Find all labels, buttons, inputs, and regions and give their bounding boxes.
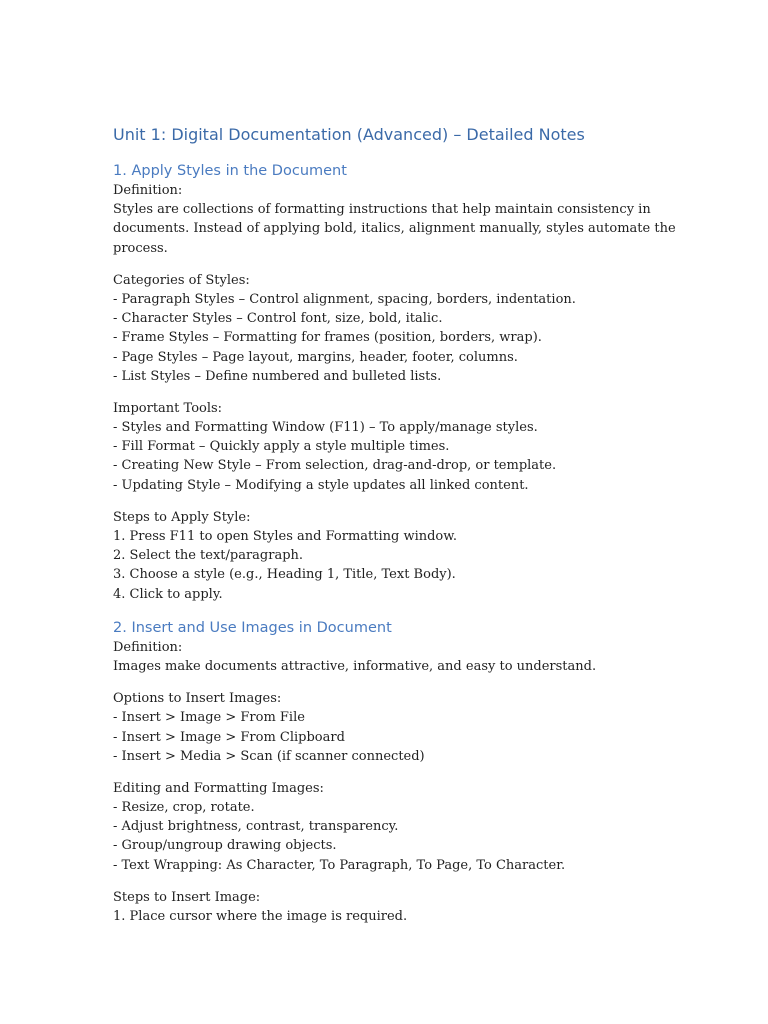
definition-line: documents. Instead of applying bold, italics, alignment manually, styles automate the [113, 221, 676, 237]
steps-label: Steps to Insert Image: [113, 889, 261, 905]
tools-label: Important Tools: [113, 400, 223, 416]
list-item: 3. Choose a style (e.g., Heading 1, Title, Text Body). [113, 567, 456, 583]
list-item: 1. Place cursor where the image is required. [113, 909, 408, 924]
categories-label: Categories of Styles: [113, 272, 250, 288]
definition-label: Definition: [113, 183, 183, 198]
definition-label: Definition: [113, 639, 183, 655]
list-item: - Insert > Media > Scan (if scanner connected) [113, 748, 425, 764]
list-item: - Paragraph Styles – Control alignment, spacing, borders, indentation. [113, 291, 576, 307]
document-body [113, 124, 676, 926]
definition-line: Images make documents attractive, informative, and easy to understand. [113, 658, 597, 674]
list-item: 2. Select the text/paragraph. [113, 548, 304, 564]
list-item: - Resize, crop, rotate. [113, 800, 255, 816]
list-item: 4. Click to apply. [113, 586, 223, 602]
definition-line: Styles are collections of formatting instructions that help maintain consistency in [113, 202, 651, 218]
editing-label: Editing and Formatting Images: [113, 780, 324, 796]
list-item: - Group/ungroup drawing objects. [113, 838, 337, 854]
list-item: - List Styles – Define numbered and bulleted lists. [113, 368, 442, 384]
steps-label: Steps to Apply Style: [113, 509, 251, 525]
list-item: - Updating Style – Modifying a style updates all linked content. [113, 477, 529, 493]
options-label: Options to Insert Images: [113, 691, 282, 707]
list-item: 1. Press F11 to open Styles and Formatting window. [113, 529, 457, 544]
list-item: - Text Wrapping: As Character, To Paragraph, To Page, To Character. [113, 857, 566, 873]
list-item: - Creating New Style – From selection, drag-and-drop, or template. [113, 458, 557, 474]
section-heading-apply-styles: 1. Apply Styles in the Document [113, 163, 347, 179]
list-item: - Page Styles – Page layout, margins, header, footer, columns. [113, 349, 518, 365]
section-heading-insert-images: 2. Insert and Use Images in Document [113, 619, 392, 636]
list-item: - Fill Format – Quickly apply a style multiple times. [113, 439, 450, 455]
list-item: - Insert > Image > From Clipboard [113, 729, 345, 745]
list-item: - Character Styles – Control font, size, bold, italic. [113, 311, 443, 327]
definition-line: process. [113, 240, 168, 256]
list-item: - Styles and Formatting Window (F11) – To apply/manage styles. [113, 420, 538, 436]
list-item: - Adjust brightness, contrast, transparency. [113, 819, 399, 835]
document-title: Unit 1: Digital Documentation (Advanced) – Detailed Notes [113, 125, 585, 144]
list-item: - Frame Styles – Formatting for frames (position, borders, wrap). [113, 330, 542, 346]
list-item: - Insert > Image > From File [113, 710, 305, 726]
